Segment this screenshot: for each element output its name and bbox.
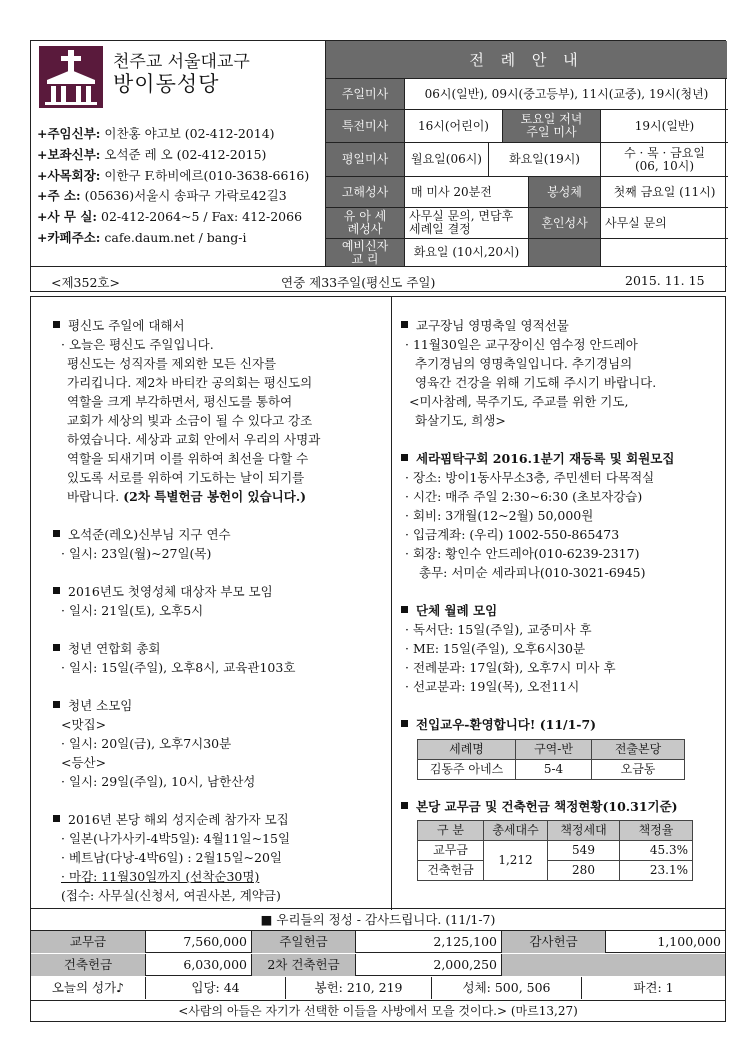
- staff-row-council: +사목회장: 이한구 F.하비에르(010-3638-6616): [37, 167, 310, 183]
- section-title: 본당 교무금 및 건축헌금 책정현황(10.31기준): [401, 797, 721, 816]
- bullet-square-icon: [53, 321, 60, 328]
- staff-row-assistant: +보좌신부: 오석준 레 오 (02-412-2015): [37, 146, 267, 162]
- column-divider: [391, 297, 392, 910]
- row-sunday-mass: 주일미사 06시(일반), 09시(중고등부), 11시(교중), 19시(청년): [326, 79, 728, 110]
- bullet-square-icon: [53, 587, 60, 594]
- hymn-row: 오늘의 성가♪ 입당: 44 봉헌: 210, 219 성체: 500, 506 파견: 1: [31, 977, 725, 1001]
- right-column: 교구장님 영명축일 영적선물 · 11월30일은 교구장이신 염수정 안드레아 추기경님의 영명축일입니다. 추기경님의 영육간 건강을 위해 기도해 주시기 바랍니다. <미사참례, 묵주기도, 주교를 위한 기도, 화살기도, 희생> 세라핌탁구회 2016.1분기 재등록 및 회원모집 · 장소: 방이1동사무소3층, 주민센터 다목적실 · 시간: 매주 주일 2:30~6:30 (초보자강습) · 회비: 3개월(12~2월) 50,000원 · 입금계좌: (우리) 1002-550-865473 · 회장: 황인수 안드레아(010-6239-2317) 총무: 서미순 세라피나(010-3021-6945) 단체 월례 모임 · 독서단: 15일(주일), 교중미사 후 · ME: 15일(주일), 오후6시30분 · 전례분과: 17일(화), 오후7시 미사 후 · 선교분과: 19일(목), 오전11시 전입교우-환영합니다! (11/1-7) 세례명 구역-반 전출본당 김동주 아네스 5-4 오금동 본당 교무금 및 건축헌금 책정현황(10.31기준) 구 분 총세대수 책정세대 책정율 교무금 1,212 549 45.3% 건축헌금 280 23.1%: [401, 297, 721, 881]
- staff-row-cafe: +카페주소: cafe.daum.net / bang-i: [37, 229, 247, 245]
- offering-row: 건축헌금 6,030,000 2차 건축헌금 2,000,250: [31, 954, 725, 976]
- bible-verse: <사람의 아들은 자기가 선택한 이들을 사방에서 모을 것이다.> (마르13,27): [178, 1004, 578, 1018]
- announcements: [30, 296, 726, 910]
- table-row: 김동주 아네스 5-4 오금동: [418, 760, 685, 780]
- dues-table: 구 분 총세대수 책정세대 책정율 교무금 1,212 549 45.3% 건축헌금 280 23.1%: [417, 820, 693, 881]
- parish-name: [113, 51, 250, 95]
- row-catechumen: 예비신자 교 리 화요일 (10시,20시): [326, 239, 728, 266]
- section-title: 2016년 본당 해외 성지순례 참가자 모집: [53, 810, 387, 829]
- bullet-square-icon: [53, 815, 60, 822]
- section-title: 교구장님 영명축일 영적선물: [401, 316, 721, 335]
- staff-row-address: +주 소: (05636)서울시 송파구 가락로42길3: [37, 188, 287, 204]
- table-row: 교무금 1,212 549 45.3%: [418, 841, 693, 861]
- bullet-square-icon: [401, 454, 408, 461]
- church-logo-icon: [39, 46, 103, 108]
- staff-directory: [37, 124, 309, 249]
- section-title: 2016년도 첫영성체 대상자 부모 모임: [53, 582, 387, 601]
- row-infant-baptism: 유 아 세례성사 사무실 문의, 면담후 세례일 결정 혼인성사 사무실 문의: [326, 208, 728, 239]
- church-name: 방이동성당: [113, 72, 220, 96]
- offering-footer: [30, 908, 726, 1022]
- diocese-name: 천주교 서울대교구: [113, 52, 250, 72]
- bullet-square-icon: [53, 644, 60, 651]
- issue-number: <제352호>: [51, 275, 120, 290]
- row-confession: 고해성사 매 미사 20분전 봉성체 첫째 금요일 (11시): [326, 177, 728, 208]
- left-column: 평신도 주일에 대해서 · 오늘은 평신도 주일입니다. 평신도는 성직자를 제외한 모든 신자를 가리킵니다. 제2차 바티칸 공의회는 평신도의 역할을 크게 부각하면서, 평신도를 통하여 교회가 세상의 빛과 소금이 될 수 있다고 강조 하였습니다. 세상과 교회 안에서 우리의 사명과 역할을 되새기며 이를 위하여 최선을 다할 수 있도록 서로를 위하여 기도하는 날이 되기를 바랍니다. (2차 특별헌금 봉헌이 있습니다.) 오석준(레오)신부님 지구 연수 · 일시: 23일(월)~27일(목) 2016년도 첫영성체 대상자 부모 모임 · 일시: 21일(토), 오후5시 청년 연합회 총회 · 일시: 15일(주일), 오후8시, 교육관103호 청년 소모임 <맛집> · 일시: 20일(금), 오후7시30분 <등산> · 일시: 29일(주일), 10시, 남한산성 2016년 본당 해외 성지순례 참가자 모집 · 일본(나가사키-4박5일): 4월11일~15일 · 베트남(다낭-4박6일) : 2월15일~20일 · 마감: 11월30일까지 (선착순30명) (접수: 사무실(신청서, 여권사본, 계약금): [53, 297, 387, 905]
- bullet-square-icon: [401, 606, 408, 613]
- row-weekday-mass: 평일미사 월요일(06시) 화요일(19시) 수 · 목 · 금요일 (06, 10시): [326, 143, 728, 177]
- table-row: 건축헌금 280 23.1%: [418, 861, 693, 881]
- offering-row: 교무금 7,560,000 주일헌금 2,125,100 감사헌금 1,100,000: [31, 931, 725, 953]
- liturgy-schedule: [325, 41, 727, 266]
- offering-title: ■ 우리들의 정성 - 감사드립니다. (11/1-7): [31, 909, 725, 931]
- section-title: 청년 연합회 총회: [53, 639, 387, 658]
- bullet-square-icon: [53, 530, 60, 537]
- newcomers-table: 세례명 구역-반 전출본당 김동주 아네스 5-4 오금동: [417, 739, 685, 780]
- staff-row-pastor: +주임신부: 이찬홍 야고보 (02-412-2014): [37, 126, 275, 141]
- parish-info: [31, 41, 325, 266]
- issue-title: 연중 제33주일(평신도 주일): [281, 275, 436, 290]
- issue-date: 2015. 11. 15: [625, 273, 705, 288]
- section-title: 전입교우-환영합니다! (11/1-7): [401, 715, 721, 734]
- section-title: 오석준(레오)신부님 지구 연수: [53, 525, 387, 544]
- bullet-square-icon: [401, 321, 408, 328]
- bulletin-header: [30, 40, 726, 292]
- row-special-mass: 특전미사 16시(어린이) 토요일 저녁 주일 미사 19시(일반): [326, 110, 728, 143]
- issue-bar: [31, 266, 727, 292]
- bullet-square-icon: [53, 701, 60, 708]
- section-title: 평신도 주일에 대해서: [53, 316, 387, 335]
- bullet-square-icon: [401, 802, 408, 809]
- bullet-square-icon: [401, 720, 408, 727]
- section-title: 청년 소모임: [53, 696, 387, 715]
- staff-row-office: +사 무 실: 02-412-2064~5 / Fax: 412-2066: [37, 209, 303, 225]
- section-title: 단체 월례 모임: [401, 601, 721, 620]
- liturgy-title: 전 례 안 내: [326, 41, 727, 79]
- section-title: 세라핌탁구회 2016.1분기 재등록 및 회원모집: [401, 449, 721, 468]
